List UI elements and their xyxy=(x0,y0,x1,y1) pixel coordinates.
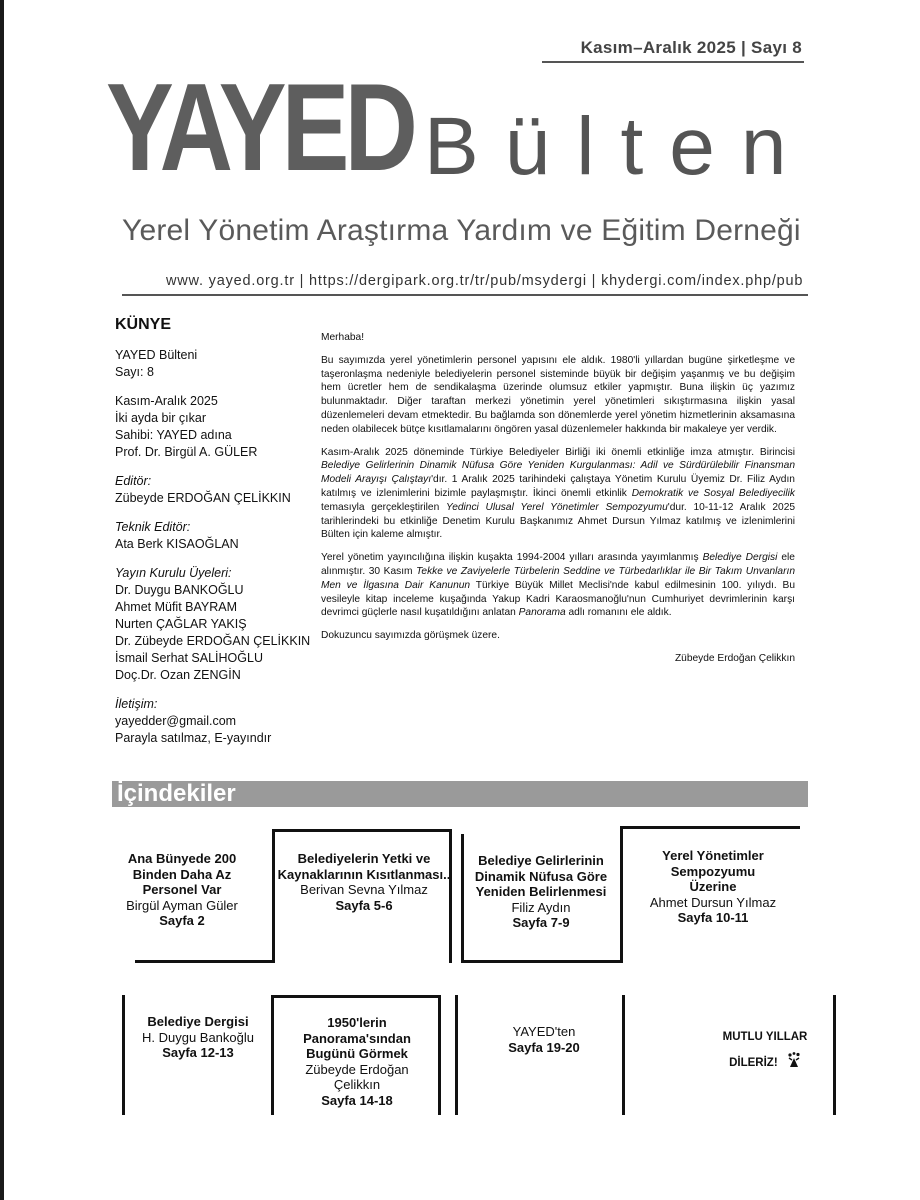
toc-item-page: Sayfa 5-6 xyxy=(335,897,393,913)
symposium-title: Yedinci Ulusal Yerel Yönetimler Sempozyumu xyxy=(445,501,668,513)
toc-item-title: Kaynaklarının Kısıtlanması.. xyxy=(277,866,451,882)
toc-item-author: H. Duygu Bankoğlu xyxy=(141,1029,254,1045)
greeting-text: DİLERİZ! xyxy=(729,1057,778,1069)
website-links[interactable]: www. yayed.org.tr | https://dergipark.org.tr/tr/pub/msydergi | khydergi.com/index.php/pub xyxy=(166,273,804,289)
toc-item-title: Bugünü Görmek xyxy=(306,1046,408,1061)
toc-divider xyxy=(622,995,625,1115)
letter-text: ele alınmıştır. 30 Kasım xyxy=(321,552,795,577)
kunye-heading: KÜNYE xyxy=(115,316,172,333)
board-member: Dr. Duygu BANKOĞLU xyxy=(115,583,244,597)
new-year-greeting xyxy=(700,1024,830,1078)
toc-item[interactable] xyxy=(282,1015,432,1108)
toc-item[interactable] xyxy=(466,853,616,931)
kunye-details xyxy=(115,393,315,461)
toc-item-title: Üzerine xyxy=(689,879,737,894)
toc-item-title: Personel Var xyxy=(142,882,222,897)
kunye-editor xyxy=(115,473,315,507)
toc-divider xyxy=(438,995,441,1115)
toc-divider xyxy=(122,995,125,1115)
letter-text: Kasım-Aralık 2025 döneminde Türkiye Belediyeler Birliği iki önemli etkinliğe imza atmıştır. Birincisi xyxy=(321,446,795,458)
toc-item-title: Yeniden Belirlenmesi xyxy=(475,884,607,899)
toc-item-author: Filiz Aydın xyxy=(511,899,571,915)
letter-closing: Dokuzuncu sayımızda görüşmek üzere. xyxy=(321,630,500,642)
kunye-publication xyxy=(115,347,315,381)
toc-item-title: Belediye Gelirlerinin xyxy=(478,853,604,868)
board-member: Ahmet Müfit BAYRAM xyxy=(115,600,238,614)
toc-divider xyxy=(461,834,464,963)
letter-text: adlı romanını ele aldık. xyxy=(565,607,672,619)
board-member: Nurten ÇAĞLAR YAKIŞ xyxy=(115,617,247,631)
greeting-line: MUTLU YILLAR xyxy=(722,1031,808,1043)
letter-paragraph-3 xyxy=(321,551,795,620)
toc-item-title: Belediyelerin Yetki ve xyxy=(297,851,431,866)
board-member: İsmail Serhat SALİHOĞLU xyxy=(115,651,263,665)
toc-item-title: 1950'lerin xyxy=(327,1015,387,1030)
board-member: Doç.Dr. Ozan ZENGİN xyxy=(115,668,241,682)
distribution-note: Parayla satılmaz, E-yayındır xyxy=(115,731,272,745)
editor-name: Zübeyde ERDOĞAN ÇELİKKIN xyxy=(115,491,291,505)
toc-item-page: Sayfa 2 xyxy=(159,913,205,928)
toc-item-page: Sayfa 10-11 xyxy=(677,910,749,925)
kunye-column xyxy=(115,316,315,759)
board-member: Dr. Zübeyde ERDOĞAN ÇELİKKIN xyxy=(115,634,311,648)
letter-paragraph-2 xyxy=(321,446,795,543)
workshop-title: Belediye Gelirlerinin Dinamik Nüfusa Göre Yeniden Kurgulanması: Adil ve Sürdürülebilir Finansman Modeli Arayışı Çalıştayı xyxy=(321,460,795,486)
theme-title: Demokratik ve Sosyal Belediyecilik xyxy=(631,487,795,499)
toc-item-page: Sayfa 14-18 xyxy=(321,1092,393,1108)
toc-item-author: Çelikkın xyxy=(333,1077,381,1092)
toc-item-author: Berivan Sevna Yılmaz xyxy=(300,882,428,897)
letter-text: 'dır. 1 Aralık 2025 tarihindeki çalıştaya Yönetim Kurulu Üyemiz Dr. Filiz Aydın katılmış ve izlenimlerini bizimle paylaşmıştır. İkinci önemli etkinlik xyxy=(321,474,795,499)
letter-signature: Zübeyde Erdoğan Çelikkın xyxy=(674,652,795,664)
page-edge xyxy=(0,0,4,1200)
toc-divider xyxy=(620,826,800,829)
toc-item-title: Binden Daha Az xyxy=(132,866,232,882)
kunye-line: Sayı: 8 xyxy=(115,365,154,379)
toc-item[interactable] xyxy=(470,1024,618,1055)
toc-divider xyxy=(461,960,623,963)
toc-item-page: Sayfa 12-13 xyxy=(162,1045,234,1060)
toc-item-author: YAYED'ten xyxy=(512,1024,576,1039)
tech-editor-label: Teknik Editör: xyxy=(115,520,191,534)
toc-item-author: Birgül Ayman Güler xyxy=(126,897,238,913)
toc-item-title: Sempozyumu xyxy=(670,863,756,879)
issue-label: Kasım–Aralık 2025 | Sayı 8 xyxy=(580,38,802,57)
letter-paragraph-1: Bu sayımızda yerel yönetimlerin personel yapısını ele aldık. 1980'li yıllardan bugüne şirketleşme ve taşeronlaşma nedeniyle belediyelerin personel sisteminde büyük bir değişim yaşanmış ve bu değişim hem ücretler hem de sendikalaşma üzerinde olumsuz etkiler yapmıştır. Buna ilişkin üç yazımız bulunmaktadır. Diğer taraftan merkezi yönetimin yerel yönetimleri sıkıştırmasına ilişkin yasal düzenlemeleri devam etmektedir. Bu bağlamda son dönemlerde yerel yönetim hizmetlerinin aksamasına neden olabilecek bütçe kısıtlamalarını öngören yasal düzenlemeler hakkında bir makaleye yer verdik. xyxy=(321,354,795,435)
kunye-line: Prof. Dr. Birgül A. GÜLER xyxy=(115,445,258,459)
toc-item[interactable] xyxy=(628,848,798,926)
kunye-line: Kasım-Aralık 2025 xyxy=(115,394,218,408)
toc-divider xyxy=(455,995,458,1115)
toc-item-author: Ahmet Dursun Yılmaz xyxy=(649,894,777,910)
toc-divider xyxy=(272,829,452,832)
tech-editor-name: Ata Berk KISAOĞLAN xyxy=(115,537,239,551)
toc-divider xyxy=(833,995,836,1115)
toc-divider xyxy=(271,995,274,1115)
law-title: Tekke ve Zaviyelerle Türbelerin Seddine ve Türbedarlıklar ile Bir Takım Unvanların Men ve İlgasına Dair Kanunun xyxy=(321,565,795,591)
toc-item-title: Yerel Yönetimler xyxy=(662,848,764,863)
toc-item[interactable] xyxy=(276,851,452,913)
kunye-contact xyxy=(115,696,315,747)
toc-divider xyxy=(135,960,275,963)
toc-item-author: Zübeyde Erdoğan xyxy=(305,1061,409,1077)
letter-text: Türkiye Büyük Millet Meclisi'nde kabul edilmesinin 100. yılıydı. Bu vesileyle kitap inceleme kuşağında Yakup Kadri Karaosmanoğlu'nun Cumhuriyet devrimlerinin karşı devrimci güçlerle nasıl kuşatıldığını anlatan xyxy=(321,579,796,619)
letter-text: temasıyla gerçekleştirilen xyxy=(321,501,446,513)
kunye-line: Sahibi: YAYED adına xyxy=(115,428,232,442)
party-popper-icon xyxy=(787,1052,801,1078)
logo-yayed: YAYED xyxy=(106,59,414,197)
links-rule xyxy=(122,294,808,296)
toc-divider xyxy=(272,829,275,963)
editor-label: Editör: xyxy=(115,474,152,488)
contact-label: İletişim: xyxy=(115,697,158,711)
issue-rule xyxy=(542,61,804,63)
letter-greeting: Merhaba! xyxy=(321,332,365,343)
toc-item-page: Sayfa 7-9 xyxy=(512,915,570,930)
toc-divider xyxy=(271,995,441,998)
logo-bulten: Bülten xyxy=(424,101,813,192)
toc-item-title: Belediye Dergisi xyxy=(147,1014,249,1029)
toc-item-page: Sayfa 19-20 xyxy=(508,1039,580,1055)
toc-item[interactable] xyxy=(112,851,252,929)
kunye-tech-editor xyxy=(115,519,315,553)
toc-item-title: Dinamik Nüfusa Göre xyxy=(474,868,608,884)
contact-email[interactable]: yayedder@gmail.com xyxy=(115,714,237,728)
editorial-letter xyxy=(321,331,795,675)
greeting-line xyxy=(700,1050,830,1078)
toc-divider xyxy=(620,826,623,963)
toc-item[interactable] xyxy=(126,1014,270,1061)
journal-title: Belediye Dergisi xyxy=(702,552,778,564)
letter-text: 'dur. 10-11-12 Aralık 2025 tarihlerindeki bu etkinliğe Denetim Kurulu Başkanımız Ahmet Dursun Yılmaz katılmış ve izlenimlerini Bülten için kaleme almıştır. xyxy=(321,501,796,541)
kunye-board xyxy=(115,565,315,684)
toc-item-title: Ana Bünyede 200 xyxy=(127,851,237,866)
board-label: Yayın Kurulu Üyeleri: xyxy=(115,566,232,580)
kunye-line: YAYED Bülteni xyxy=(115,348,198,362)
kunye-line: İki ayda bir çıkar xyxy=(115,411,207,425)
association-subtitle: Yerel Yönetim Araştırma Yardım ve Eğitim Derneği xyxy=(122,214,801,247)
toc-item-title: Panorama'sından xyxy=(303,1030,411,1046)
toc-title: İçindekiler xyxy=(117,780,236,807)
letter-text: Yerel yönetim yayıncılığına ilişkin kuşakta 1994-2004 yılları arasında yayımlanmış xyxy=(321,552,703,564)
novel-title: Panorama xyxy=(518,607,566,619)
